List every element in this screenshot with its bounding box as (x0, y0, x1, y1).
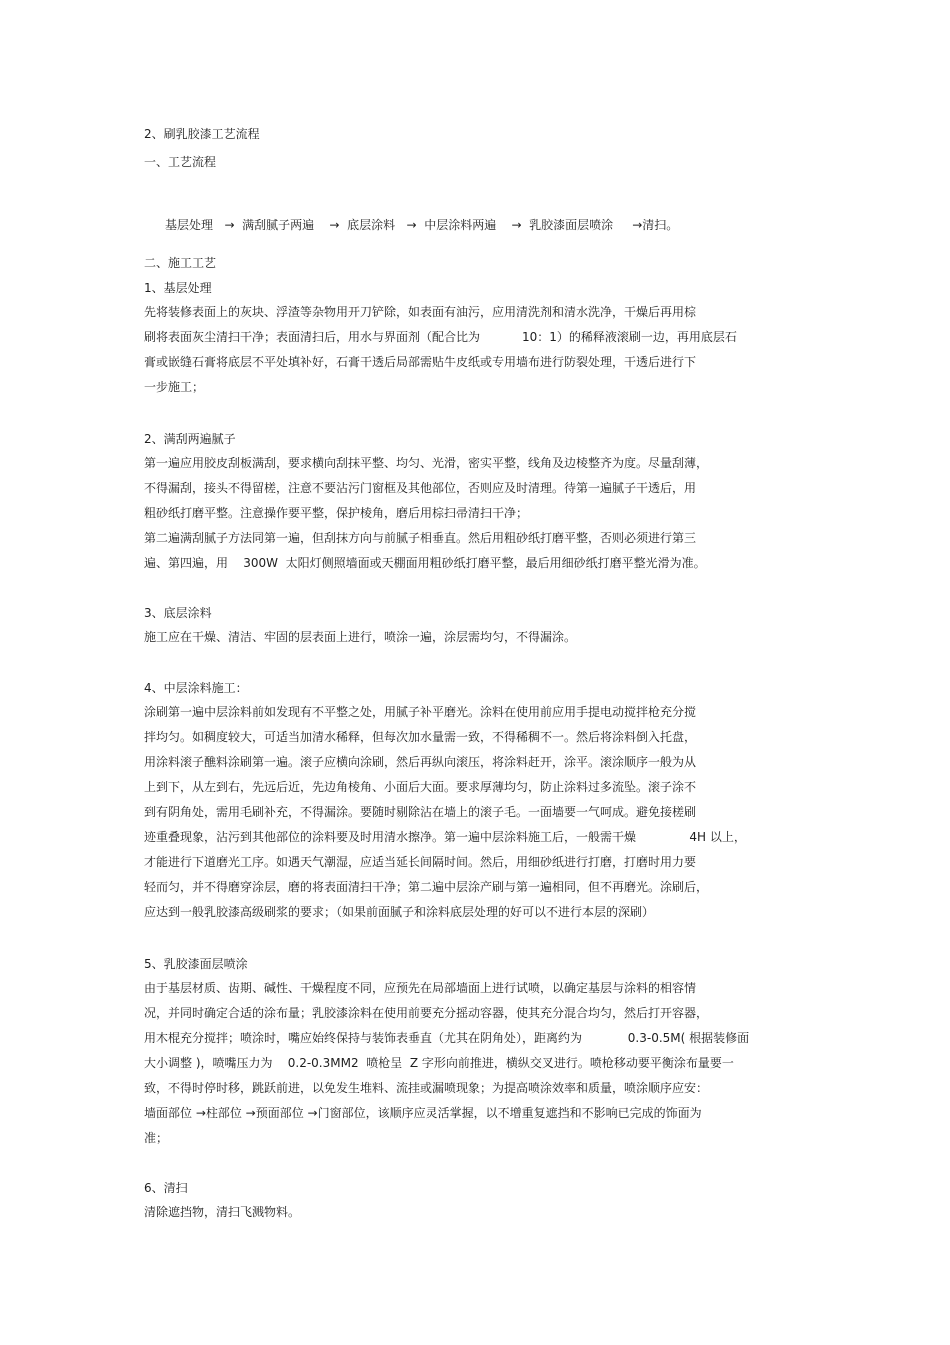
paragraph-line: 刷将表面灰尘清扫干净；表面清扫后，用水与界面剂（配合比为 10：1）的稀释液滚刷一边，再用底层石 (144, 330, 737, 344)
paragraph-line: 上到下，从左到右，先远后近，先边角棱角、小面后大面。要求厚薄均匀，防止涂料过多流坠。滚子涂不 (144, 780, 697, 794)
paragraph-line: 第二遍满刮腻子方法同第一遍，但刮抹方向与前腻子相垂直。然后用粗砂纸打磨平整，否则必须进行第三 (144, 531, 697, 545)
paragraph-line: 应达到一般乳胶漆高级刷浆的要求；（如果前面腻子和涂料底层处理的好可以不进行本层的深刷） (144, 905, 655, 919)
paragraph-line: 施工应在干燥、清洁、牢固的层表面上进行，喷涂一遍，涂层需均匀，不得漏涂。 (144, 630, 577, 644)
document-title: 2、刷乳胶漆工艺流程 (144, 127, 260, 141)
paragraph-line: 墙面部位 →柱部位 →预面部位 →门窗部位，该顺序应灵活掌握，以不增重复遮挡和不影响已完成的饰面为 (144, 1106, 702, 1120)
part2-heading: 二、施工工艺 (144, 256, 217, 270)
paragraph-line: 第一遍应用胶皮刮板满刮，要求横向刮抹平整、均匀、光滑，密实平整，线角及边棱整齐为度。尽量刮薄， (144, 456, 709, 470)
paragraph-line: 到有阴角处，需用毛刷补充，不得漏涂。要随时剔除沾在墙上的滚子毛。一面墙要一气呵成。避免接槎刷 (144, 805, 697, 819)
paragraph-line: 致，不得时停时移，跳跃前进，以免发生堆料、流挂或漏喷现象；为提高喷涂效率和质量，喷涂顺序应安： (144, 1081, 709, 1095)
paragraph-line: 一步施工； (144, 380, 205, 394)
section-title: 2、满刮两遍腻子 (144, 432, 236, 446)
section-title: 4、中层涂料施工： (144, 681, 248, 695)
section-title: 6、清扫 (144, 1181, 188, 1195)
part1-heading: 一、工艺流程 (144, 155, 217, 169)
paragraph-line: 膏或嵌缝石膏将底层不平处填补好，石膏干透后局部需贴牛皮纸或专用墙布进行防裂处理，干透后进行下 (144, 355, 697, 369)
paragraph-line: 遍、第四遍，用 300W 太阳灯侧照墙面或天棚面用粗砂纸打磨平整，最后用细砂纸打磨平整光滑为准。 (144, 556, 706, 570)
paragraph-line: 用涂料滚子醮料涂刷第一遍。滚子应横向涂刷，然后再纵向滚压，将涂料赶开，涂平。滚涂顺序一般为从 (144, 755, 697, 769)
paragraph-line: 迹重叠现象，沾污到其他部位的涂料要及时用清水擦净。第一遍中层涂料施工后，一般需干燥 4H 以上， (144, 830, 746, 844)
paragraph-line: 况，并同时确定合适的涂布量；乳胶漆涂料在使用前要充分摇动容器，使其充分混合均匀，然后打开容器， (144, 1006, 709, 1020)
section-title: 1、基层处理 (144, 281, 212, 295)
paragraph-line: 轻而匀，并不得磨穿涂层，磨的将表面清扫干净；第二遍中层涂产刷与第一遍相同，但不再磨光。涂刷后， (144, 880, 709, 894)
section-title: 5、乳胶漆面层喷涂 (144, 957, 248, 971)
paragraph-line: 拌均匀。如稠度较大，可适当加清水稀释，但每次加水量需一致，不得稀稠不一。然后将涂料倒入托盘， (144, 730, 697, 744)
paragraph-line: 用木棍充分搅拌；喷涂时，嘴应始终保持与装饰表垂直（尤其在阴角处），距离约为 0.3-0.5M( 根据装修面 (144, 1031, 750, 1045)
paragraph-line: 粗砂纸打磨平整。注意操作要平整，保护棱角，磨后用棕扫帚清扫干净； (144, 506, 529, 520)
paragraph-line: 由于基层材质、齿期、碱性、干燥程度不同，应预先在局部墙面上进行试喷，以确定基层与涂料的相容情 (144, 981, 697, 995)
section-title: 3、底层涂料 (144, 606, 212, 620)
paragraph-line: 不得漏刮，接头不得留槎，注意不要沾污门窗框及其他部位，否则应及时清理。待第一遍腻子干透后，用 (144, 481, 697, 495)
paragraph-line: 清除遮挡物，清扫飞溅物料。 (144, 1205, 301, 1219)
paragraph-line: 准； (144, 1131, 169, 1145)
paragraph-line: 先将装修表面上的灰块、浮渣等杂物用开刀铲除，如表面有油污，应用清洗剂和清水洗净，干燥后再用棕 (144, 305, 697, 319)
paragraph-line: 大小调整 )，喷嘴压力为 0.2-0.3MM2 喷枪呈 Z 字形向前推进，横纵交叉进行。喷枪移动要平衡涂布量要一 (144, 1056, 734, 1070)
process-flow-line: 基层处理 → 满刮腻子两遍 → 底层涂料 → 中层涂料两遍 → 乳胶漆面层喷涂 →清扫。 (165, 218, 679, 232)
paragraph-line: 涂刷第一遍中层涂料前如发现有不平整之处，用腻子补平磨光。涂料在使用前应用手提电动搅拌枪充分搅 (144, 705, 697, 719)
paragraph-line: 才能进行下道磨光工序。如遇天气潮湿，应适当延长间隔时间。然后，用细砂纸进行打磨，打磨时用力要 (144, 855, 697, 869)
